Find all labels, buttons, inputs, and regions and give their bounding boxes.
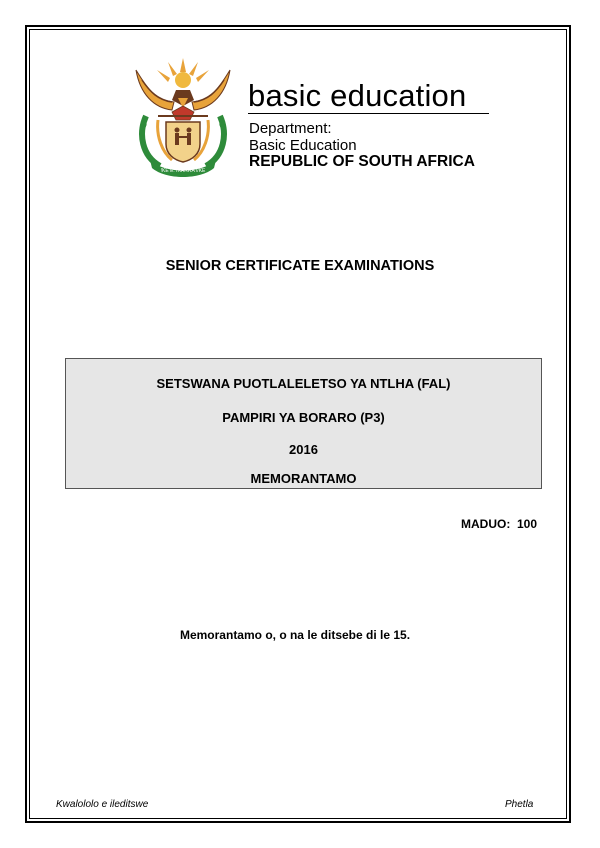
brand-underline	[248, 113, 489, 114]
department-label: Department:	[249, 120, 332, 137]
motto-text: !KE E: /XARRA //KE	[160, 168, 206, 174]
country-name: REPUBLIC OF SOUTH AFRICA	[249, 153, 475, 170]
document-type: MEMORANTAMO	[250, 471, 357, 486]
subject-title: SETSWANA PUOTLALELETSO YA NTLHA (FAL)	[156, 376, 451, 391]
page-count-note: Memorantamo o, o na le ditsebe di le 15.	[179, 628, 411, 642]
footer-copyright: Kwalololo e ileditswe	[56, 799, 149, 810]
brand-title: basic education	[248, 78, 467, 113]
footer-turn-over: Phetla	[505, 799, 534, 810]
title-box	[65, 358, 542, 489]
coat-of-arms-icon	[128, 56, 238, 180]
exam-heading: SENIOR CERTIFICATE EXAMINATIONS	[165, 258, 435, 274]
department-name: Basic Education	[249, 137, 357, 154]
paper-title: PAMPIRI YA BORARO (P3)	[222, 410, 385, 425]
total-marks: MADUO: 100	[461, 517, 538, 531]
exam-year: 2016	[289, 442, 318, 457]
